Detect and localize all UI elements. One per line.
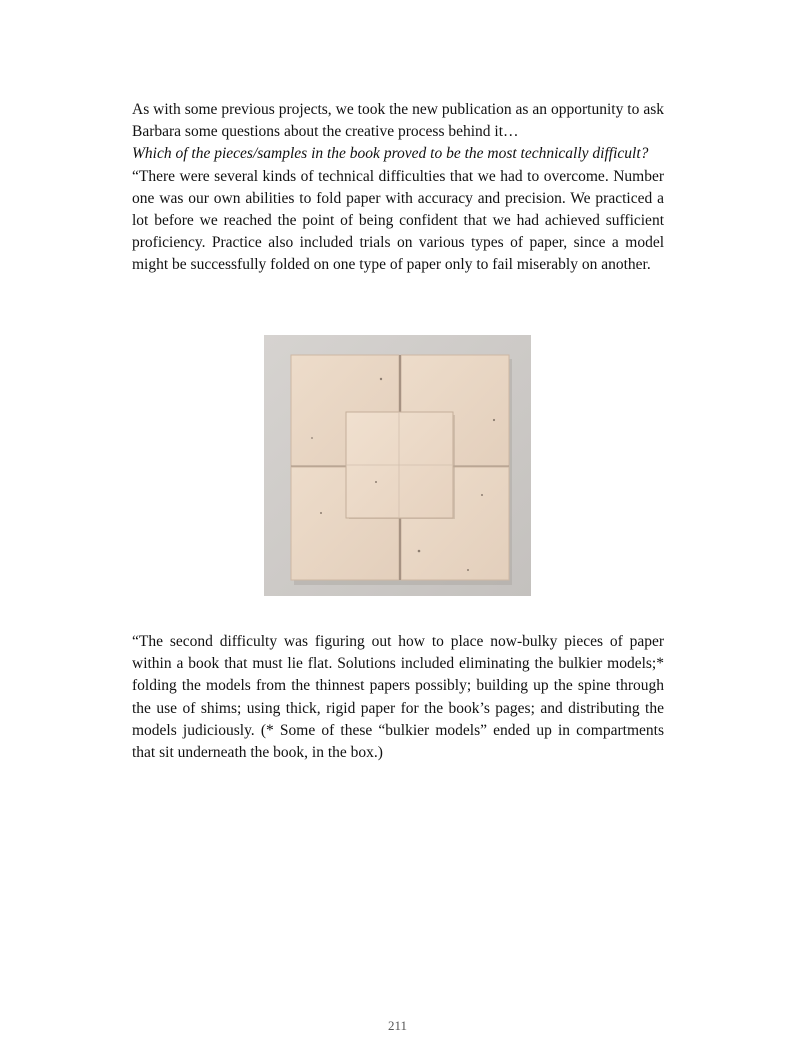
text-block-top: [132, 99, 664, 277]
text-block-bottom: [132, 631, 664, 764]
answer-paragraph-2: “The second difficulty was figuring out how to place now-bulky pieces of paper within a book that must lie flat. Solutions included eliminating the bulkier models;* folding the models from the thinnest papers possibly; building up the spine through the use of shims; using thick, rigid paper for the book’s pages; and distributing the models judiciously. (* Some of these “bulkier models” ended up in compartments that sit underneath the book, in the box.): [132, 633, 664, 762]
question-paragraph: Which of the pieces/samples in the book proved to be the most technically difficult?: [132, 145, 649, 163]
page-number: 211: [387, 1018, 408, 1033]
folded-paper-photo: [264, 335, 531, 596]
intro-paragraph: As with some previous projects, we took the new publication as an opportunity to ask Barbara some questions about the creative process behind it…: [132, 101, 664, 141]
answer-paragraph-1: “There were several kinds of technical difficulties that we had to overcome. Number one was our own abilities to fold paper with accuracy and precision. We practiced a lot before we reached the point of being confident that we had achieved sufficient proficiency. Practice also included trials on various types of paper, since a model might be successfully folded on one type of paper only to fail miserably on another.: [132, 167, 664, 274]
